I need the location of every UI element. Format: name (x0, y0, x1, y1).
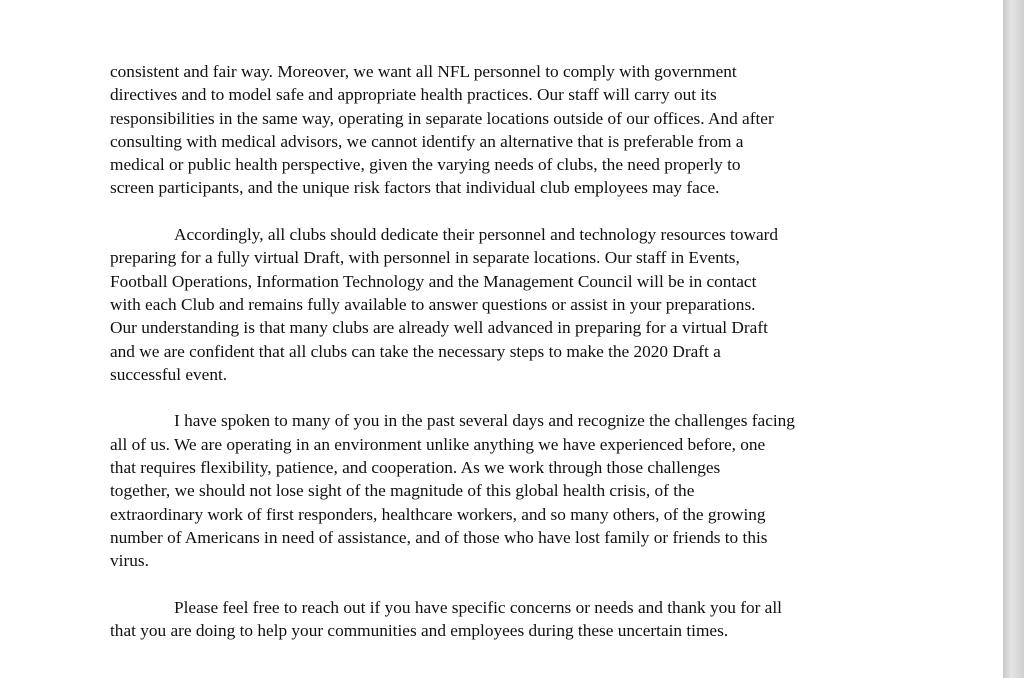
paragraph-line: extraordinary work of first responders, healthcare workers, and so many others, of the growing (110, 504, 766, 524)
paragraph-spacer (110, 200, 900, 223)
paragraph-line: I have spoken to many of you in the past several days and recognize the challenges facing (174, 411, 795, 431)
paragraph-3 (110, 409, 900, 572)
paragraph-line: number of Americans in need of assistance, and of those who have lost family or friends to this (110, 527, 768, 547)
paragraph-4 (110, 596, 900, 643)
paragraph-line: that you are doing to help your communities and employees during these uncertain times. (110, 621, 729, 641)
viewer-scrollbar[interactable] (1003, 0, 1024, 678)
paragraph-spacer (110, 386, 900, 409)
paragraph-line: and we are confident that all clubs can take the necessary steps to make the 2020 Draft a (110, 341, 721, 361)
paragraph-line: preparing for a fully virtual Draft, with personnel in separate locations. Our staff in Events, (110, 248, 740, 268)
paragraph-line: consistent and fair way. Moreover, we want all NFL personnel to comply with government (110, 62, 737, 81)
paragraph-line: that requires flexibility, patience, and cooperation. As we work through those challenges (110, 458, 721, 478)
paragraph-line: virus. (110, 551, 149, 571)
paragraph-line: Football Operations, Information Technology and the Management Council will be in contact (110, 271, 757, 291)
paragraph-2 (110, 223, 900, 386)
paragraph-line: with each Club and remains fully available to answer questions or assist in your preparations. (110, 294, 756, 314)
paragraph-line: screen participants, and the unique risk factors that individual club employees may face. (110, 178, 720, 198)
paragraph-line: together, we should not lose sight of the magnitude of this global health crisis, of the (110, 481, 695, 501)
paragraph-line: Accordingly, all clubs should dedicate their personnel and technology resources toward (174, 225, 779, 245)
paragraph-line: responsibilities in the same way, operating in separate locations outside of our offices. And after (110, 108, 774, 128)
paragraph-line: Our understanding is that many clubs are already well advanced in preparing for a virtual Draft (110, 318, 768, 338)
paragraph-line: consulting with medical advisors, we cannot identify an alternative that is preferable from a (110, 131, 744, 151)
paragraph-spacer (110, 573, 900, 596)
paragraph-line: Please feel free to reach out if you have specific concerns or needs and thank you for all (174, 597, 782, 617)
paragraph-line: successful event. (110, 364, 228, 384)
paragraph-1 (110, 60, 900, 200)
paragraph-line: medical or public health perspective, given the varying needs of clubs, the need properly to (110, 155, 741, 175)
paragraph-line: all of us. We are operating in an environment unlike anything we have experienced before, one (110, 434, 766, 454)
paragraph-line: directives and to model safe and appropriate health practices. Our staff will carry out its (110, 85, 717, 105)
letter-body (110, 60, 900, 642)
